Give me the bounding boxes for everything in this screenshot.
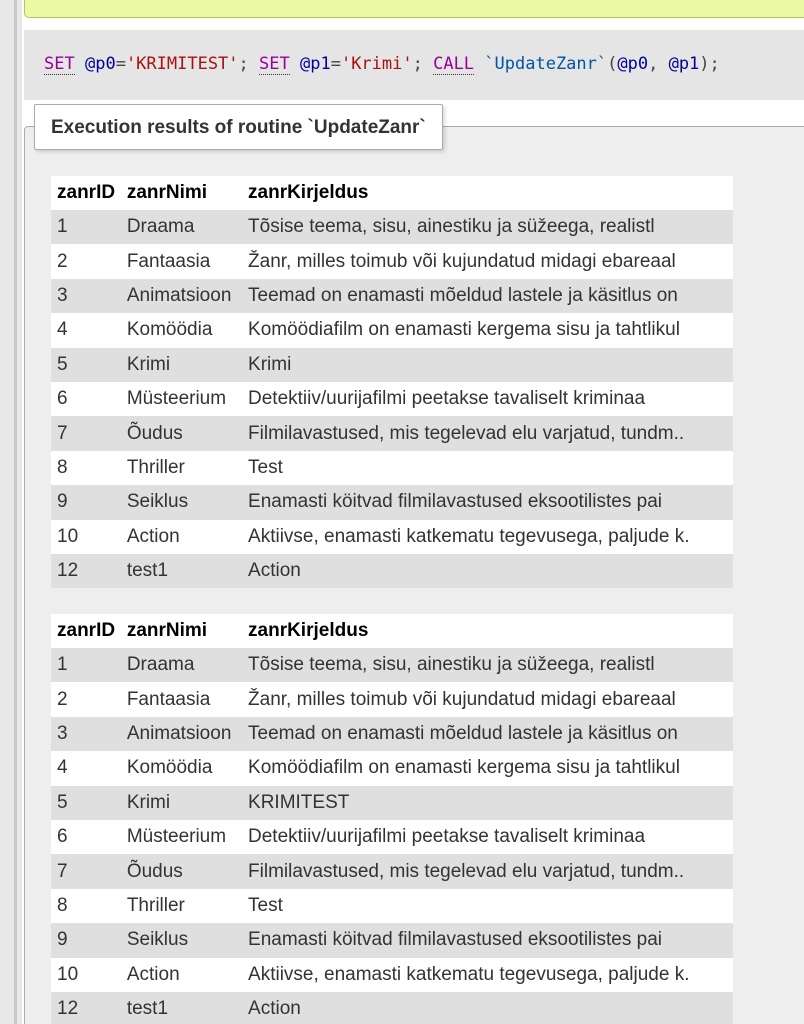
cell-zanrid: 4 bbox=[51, 313, 121, 347]
table-row[interactable] bbox=[51, 382, 733, 416]
sql-argument: @p0 bbox=[617, 54, 649, 74]
sql-variable: @p1 bbox=[299, 54, 331, 74]
sql-routine-name: `UpdateZanr` bbox=[484, 54, 608, 74]
table-row[interactable] bbox=[51, 682, 733, 716]
cell-zanrid: 3 bbox=[51, 717, 121, 751]
cell-zanrid: 6 bbox=[51, 820, 121, 854]
table-row[interactable] bbox=[51, 554, 733, 588]
table-row[interactable] bbox=[51, 485, 733, 519]
cell-zanrnimi: Seiklus bbox=[121, 485, 242, 519]
cell-zanrnimi: Õudus bbox=[121, 854, 242, 888]
table-header-row bbox=[51, 614, 733, 648]
cell-zanrkirjeldus: Tõsise teema, sisu, ainestiku ja süžeega, realistl bbox=[242, 648, 733, 682]
table-row[interactable] bbox=[51, 751, 733, 785]
table-row[interactable] bbox=[51, 992, 733, 1024]
cell-zanrid: 7 bbox=[51, 416, 121, 450]
cell-zanrkirjeldus: Tõsise teema, sisu, ainestiku ja süžeega, realistl bbox=[242, 210, 733, 244]
cell-zanrkirjeldus: Žanr, milles toimub või kujundatud midagi ebareaal bbox=[242, 244, 733, 278]
cell-zanrnimi: Action bbox=[121, 958, 242, 992]
cell-zanrkirjeldus: Komöödiafilm on enamasti kergema sisu ja tahtlikul bbox=[242, 313, 733, 347]
table-row[interactable] bbox=[51, 451, 733, 485]
table-row[interactable] bbox=[51, 923, 733, 957]
column-header-zanrid[interactable]: zanrID bbox=[51, 176, 121, 210]
sql-keyword-call[interactable]: CALL bbox=[433, 54, 475, 74]
results-table-before bbox=[51, 176, 733, 588]
cell-zanrkirjeldus: Žanr, milles toimub või kujundatud midagi ebareaal bbox=[242, 682, 733, 716]
cell-zanrkirjeldus: Krimi bbox=[242, 348, 733, 382]
table-row[interactable] bbox=[51, 820, 733, 854]
cell-zanrnimi: test1 bbox=[121, 554, 242, 588]
cell-zanrid: 8 bbox=[51, 889, 121, 923]
cell-zanrnimi: Krimi bbox=[121, 348, 242, 382]
cell-zanrnimi: Thriller bbox=[121, 889, 242, 923]
cell-zanrid: 2 bbox=[51, 244, 121, 278]
cell-zanrkirjeldus: Filmilavastused, mis tegelevad elu varjatud, tundm.. bbox=[242, 416, 733, 450]
cell-zanrkirjeldus: Detektiiv/uurijafilmi peetakse tavaliselt kriminaa bbox=[242, 820, 733, 854]
cell-zanrid: 1 bbox=[51, 210, 121, 244]
cell-zanrnimi: Thriller bbox=[121, 451, 242, 485]
cell-zanrnimi: Draama bbox=[121, 648, 242, 682]
cell-zanrnimi: Action bbox=[121, 520, 242, 554]
sql-query-box bbox=[24, 30, 804, 100]
table-row[interactable] bbox=[51, 889, 733, 923]
left-gutter bbox=[0, 0, 22, 1024]
cell-zanrnimi: Fantaasia bbox=[121, 244, 242, 278]
sql-string: 'Krimi' bbox=[340, 54, 413, 74]
cell-zanrnimi: Seiklus bbox=[121, 923, 242, 957]
cell-zanrid: 9 bbox=[51, 923, 121, 957]
sql-operator: = bbox=[115, 54, 126, 74]
results-table-after bbox=[51, 614, 733, 1024]
column-header-zanrnimi[interactable]: zanrNimi bbox=[121, 614, 242, 648]
column-header-zanrnimi[interactable]: zanrNimi bbox=[121, 176, 242, 210]
sql-separator: ; bbox=[238, 54, 260, 74]
cell-zanrkirjeldus: Teemad on enamasti mõeldud lastele ja käsitlus on bbox=[242, 717, 733, 751]
cell-zanrnimi: Draama bbox=[121, 210, 242, 244]
cell-zanrkirjeldus: Action bbox=[242, 554, 733, 588]
table-row[interactable] bbox=[51, 210, 733, 244]
sql-string: 'KRIMITEST' bbox=[125, 54, 239, 74]
cell-zanrid: 10 bbox=[51, 958, 121, 992]
cell-zanrkirjeldus: Test bbox=[242, 451, 733, 485]
table-row[interactable] bbox=[51, 520, 733, 554]
cell-zanrnimi: Müsteerium bbox=[121, 382, 242, 416]
cell-zanrkirjeldus: Enamasti köitvad filmilavastused eksootilistes pai bbox=[242, 923, 733, 957]
cell-zanrid: 9 bbox=[51, 485, 121, 519]
table-header-row bbox=[51, 176, 733, 210]
column-header-zanrkirjeldus[interactable]: zanrKirjeldus bbox=[242, 614, 733, 648]
cell-zanrnimi: Fantaasia bbox=[121, 682, 242, 716]
sql-paren-open: ( bbox=[607, 54, 618, 74]
cell-zanrnimi: Õudus bbox=[121, 416, 242, 450]
column-header-zanrid[interactable]: zanrID bbox=[51, 614, 121, 648]
cell-zanrkirjeldus: Enamasti köitvad filmilavastused eksootilistes pai bbox=[242, 485, 733, 519]
cell-zanrnimi: Komöödia bbox=[121, 313, 242, 347]
cell-zanrkirjeldus: Detektiiv/uurijafilmi peetakse tavaliselt kriminaa bbox=[242, 382, 733, 416]
sql-keyword-set[interactable]: SET bbox=[44, 54, 75, 74]
sql-comma: , bbox=[648, 54, 669, 74]
cell-zanrid: 5 bbox=[51, 786, 121, 820]
cell-zanrid: 10 bbox=[51, 520, 121, 554]
cell-zanrnimi: Animatsioon bbox=[121, 717, 242, 751]
sql-keyword-set[interactable]: SET bbox=[259, 54, 290, 74]
cell-zanrnimi: Krimi bbox=[121, 786, 242, 820]
success-message-bar bbox=[24, 0, 804, 18]
table-row[interactable] bbox=[51, 648, 733, 682]
sql-variable: @p0 bbox=[84, 54, 116, 74]
cell-zanrkirjeldus: Test bbox=[242, 889, 733, 923]
cell-zanrnimi: Animatsioon bbox=[121, 279, 242, 313]
column-header-zanrkirjeldus[interactable]: zanrKirjeldus bbox=[242, 176, 733, 210]
cell-zanrid: 2 bbox=[51, 682, 121, 716]
table-row[interactable] bbox=[51, 244, 733, 278]
cell-zanrid: 12 bbox=[51, 992, 121, 1024]
sql-argument: @p1 bbox=[668, 54, 700, 74]
cell-zanrid: 5 bbox=[51, 348, 121, 382]
cell-zanrid: 12 bbox=[51, 554, 121, 588]
cell-zanrnimi: Komöödia bbox=[121, 751, 242, 785]
sql-query-line bbox=[44, 54, 720, 74]
cell-zanrkirjeldus: Filmilavastused, mis tegelevad elu varjatud, tundm.. bbox=[242, 854, 733, 888]
table-row[interactable] bbox=[51, 854, 733, 888]
cell-zanrid: 1 bbox=[51, 648, 121, 682]
cell-zanrid: 4 bbox=[51, 751, 121, 785]
sql-separator: ; bbox=[412, 54, 434, 74]
table-row[interactable] bbox=[51, 313, 733, 347]
table-row[interactable] bbox=[51, 786, 733, 820]
table-row[interactable] bbox=[51, 416, 733, 450]
cell-zanrkirjeldus: Komöödiafilm on enamasti kergema sisu ja tahtlikul bbox=[242, 751, 733, 785]
table-row[interactable] bbox=[51, 958, 733, 992]
cell-zanrkirjeldus: Aktiivse, enamasti katkematu tegevusega, paljude k. bbox=[242, 958, 733, 992]
cell-zanrkirjeldus: Action bbox=[242, 992, 733, 1024]
cell-zanrkirjeldus: Aktiivse, enamasti katkematu tegevusega, paljude k. bbox=[242, 520, 733, 554]
gutter-divider bbox=[14, 0, 17, 1024]
table-row[interactable] bbox=[51, 348, 733, 382]
sql-paren-close: ); bbox=[699, 54, 720, 74]
table-row[interactable] bbox=[51, 279, 733, 313]
cell-zanrkirjeldus: Teemad on enamasti mõeldud lastele ja käsitlus on bbox=[242, 279, 733, 313]
cell-zanrid: 8 bbox=[51, 451, 121, 485]
cell-zanrnimi: test1 bbox=[121, 992, 242, 1024]
cell-zanrid: 3 bbox=[51, 279, 121, 313]
cell-zanrid: 7 bbox=[51, 854, 121, 888]
cell-zanrnimi: Müsteerium bbox=[121, 820, 242, 854]
cell-zanrid: 6 bbox=[51, 382, 121, 416]
results-title: Execution results of routine `UpdateZanr` bbox=[34, 104, 443, 150]
table-row[interactable] bbox=[51, 717, 733, 751]
cell-zanrkirjeldus: KRIMITEST bbox=[242, 786, 733, 820]
sql-operator: = bbox=[330, 54, 341, 74]
